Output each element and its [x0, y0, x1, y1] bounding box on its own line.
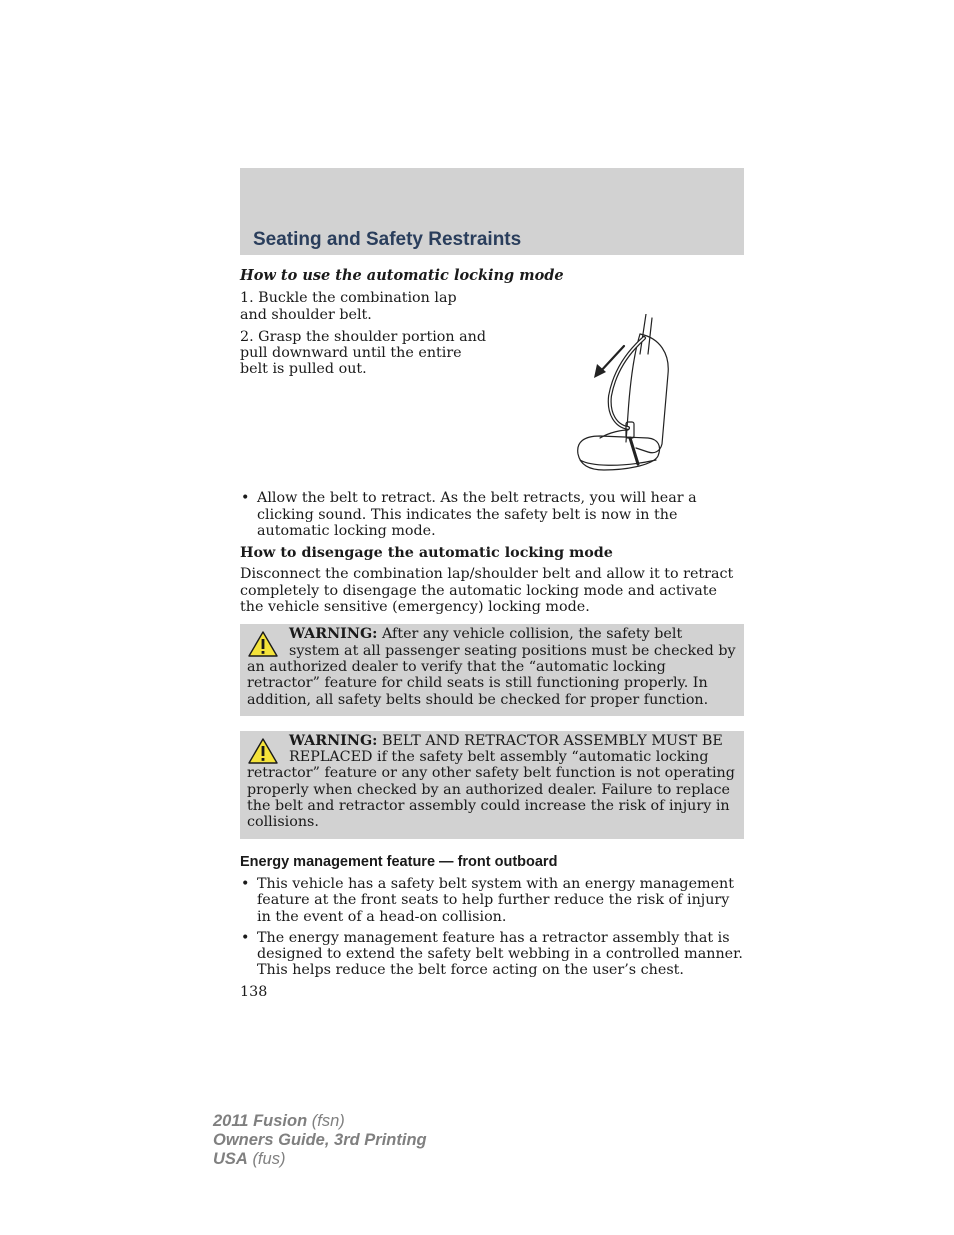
footer-model: 2011 Fusion: [213, 1112, 308, 1130]
warning-box-2: [240, 731, 744, 839]
seat-belt-illustration: [570, 314, 680, 478]
step-1: 1. Buckle the combination lap and shoulder belt.: [240, 290, 457, 323]
list-item: • Allow the belt to retract. As the belt retracts, you will hear a clicking sound. This indicates the safety belt is now in the automatic locking mode.: [240, 490, 744, 539]
warning-triangle-icon: [247, 737, 279, 765]
footer-model-code: (fsn): [311, 1112, 345, 1130]
warning-body: BELT AND RETRACTOR ASSEMBLY MUST BE REPLACED if the safety belt assembly “automatic locking retractor” feature or any other safety belt function is not operating properly when checked by an authorized dealer. Failure to replace the belt and retractor assembly could increase the risk of injury in collisions.: [247, 732, 735, 831]
warning-text-2: [247, 733, 737, 831]
footer-guide: Owners Guide, 3rd Printing: [213, 1131, 427, 1149]
step-2: 2. Grasp the shoulder portion and pull downward until the entire belt is pulled out.: [240, 328, 487, 378]
disengage-heading: How to disengage the automatic locking mode: [240, 545, 613, 562]
locking-mode-bullets: [240, 490, 744, 539]
energy-bullets: [240, 876, 744, 979]
page-content: [240, 268, 744, 1000]
list-item: • The energy management feature has a retractor assembly that is designed to extend the safety belt webbing in a controlled manner. This helps reduce the belt force acting on the user’s chest.: [240, 930, 744, 979]
footer-line-2: [213, 1131, 427, 1150]
warning-label: WARNING:: [289, 626, 378, 643]
warning-label: WARNING:: [289, 732, 378, 749]
warning-triangle-icon: [247, 630, 279, 658]
page-number: 138: [240, 983, 268, 1000]
document-footer: [213, 1112, 427, 1169]
footer-line-3: [213, 1150, 427, 1169]
footer-region-code: (fus): [252, 1150, 286, 1168]
section-header: [240, 168, 744, 255]
locking-mode-heading: How to use the automatic locking mode: [240, 267, 564, 284]
steps-list: [240, 290, 488, 377]
warning-text-1: [247, 626, 737, 707]
list-item: • This vehicle has a safety belt system with an energy management feature at the front seats to help further reduce the risk of injury in the event of a head-on collision.: [240, 876, 744, 925]
energy-heading: Energy management feature — front outboard: [240, 853, 558, 870]
locking-mode-intro: [240, 290, 744, 490]
footer-region: USA: [213, 1150, 248, 1168]
section-title: Seating and Safety Restraints: [253, 229, 522, 250]
warning-box-1: [240, 624, 744, 715]
warning-body: After any vehicle collision, the safety belt system at all passenger seating positions must be checked by an authorized dealer to verify that the “automatic locking retractor” feature for child seats is still functioning properly. In addition, all safety belts should be checked for proper function.: [247, 626, 736, 708]
disengage-text: Disconnect the combination lap/shoulder belt and allow it to retract completely to disengage the automatic locking mode and activate the vehicle sensitive (emergency) locking mode.: [240, 566, 734, 616]
footer-line-1: [213, 1112, 427, 1131]
